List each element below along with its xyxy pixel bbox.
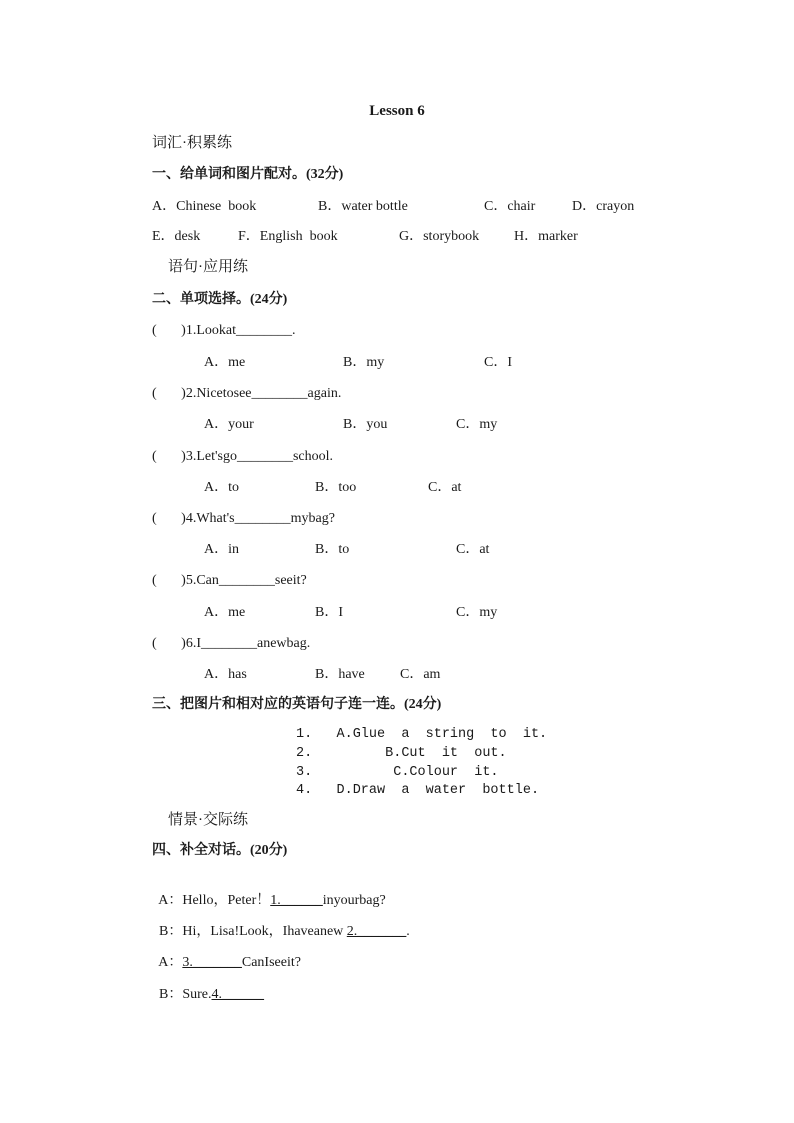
dialog-text: Hello，Peter！ xyxy=(182,893,271,908)
option-c: C．chair xyxy=(484,199,536,214)
speaker: A： xyxy=(158,955,183,970)
choice-c: C．at xyxy=(428,480,462,495)
dialog-text: . xyxy=(406,924,410,939)
part2-heading: 二、单项选择。(24分) xyxy=(152,292,288,307)
option-g: G．storybook xyxy=(399,229,480,244)
matching-line-2: 2. B.Cut it out. xyxy=(296,746,507,761)
question-stem: ( )3.Let'sgo________school. xyxy=(152,449,334,464)
question-stem: ( )5.Can________seeit? xyxy=(152,573,307,588)
dialog-text: inyourbag? xyxy=(322,893,386,908)
option-a: A．Chinese book xyxy=(152,199,257,214)
choice-a: A．to xyxy=(204,480,239,495)
option-b: B．water bottle xyxy=(318,199,408,214)
choice-c: C．am xyxy=(400,667,441,682)
choice-c: C．my xyxy=(456,417,498,432)
choice-a: A．in xyxy=(204,542,239,557)
option-d: D．crayon xyxy=(572,199,635,214)
choice-a: A．me xyxy=(204,355,246,370)
speaker: B： xyxy=(159,987,183,1002)
matching-line-1: 1. A.Glue a string to it. xyxy=(296,727,548,742)
choice-b: B．to xyxy=(315,542,350,557)
answer-blank: 2._______ xyxy=(346,924,407,939)
option-f: F．English book xyxy=(238,229,338,244)
dialog-line-3 xyxy=(152,936,301,972)
choice-a: A．has xyxy=(204,667,247,682)
choice-b: B．you xyxy=(343,417,388,432)
choice-a: A．me xyxy=(204,605,246,620)
question-stem: ( )6.I________anewbag. xyxy=(152,636,311,651)
part1-heading: 一、给单词和图片配对。(32分) xyxy=(152,167,344,182)
situation-heading: 情景·交际练 xyxy=(168,812,248,828)
speaker: B： xyxy=(159,924,183,939)
vocab-heading: 词汇·积累练 xyxy=(152,135,232,151)
question-stem: ( )4.What's________mybag? xyxy=(152,511,335,526)
dialog-text: Sure. xyxy=(182,987,212,1002)
answer-blank: 3._______ xyxy=(182,955,242,970)
speaker: A： xyxy=(158,893,183,908)
choice-c: C．I xyxy=(484,355,512,370)
choice-c: C．at xyxy=(456,542,490,557)
part3-heading: 三、把图片和相对应的英语句子连一连。(24分) xyxy=(152,697,442,712)
matching-line-4: 4. D.Draw a water bottle. xyxy=(296,783,540,798)
choice-c: C．my xyxy=(456,605,498,620)
dialog-text: CanIseeit? xyxy=(241,955,301,970)
question-stem: ( )1.Lookat________. xyxy=(152,323,296,338)
matching-line-3: 3. C.Colour it. xyxy=(296,765,499,780)
question-stem: ( )2.Nicetosee________again. xyxy=(152,386,342,401)
dialog-line-4 xyxy=(152,968,264,1004)
option-h: H．marker xyxy=(514,229,578,244)
choice-b: B．I xyxy=(315,605,343,620)
part4-heading: 四、补全对话。(20分) xyxy=(152,843,288,858)
dialog-text: Hi，Lisa!Look，Ihaveanew xyxy=(182,924,347,939)
choice-b: B．have xyxy=(315,667,365,682)
option-e: E．desk xyxy=(152,229,201,244)
choice-b: B．too xyxy=(315,480,357,495)
answer-blank: 1.______ xyxy=(270,893,323,908)
page-title: Lesson 6 xyxy=(369,103,425,119)
choice-a: A．your xyxy=(204,417,254,432)
choice-b: B．my xyxy=(343,355,385,370)
answer-blank: 4.______ xyxy=(211,987,265,1002)
sentence-heading: 语句·应用练 xyxy=(168,259,248,275)
